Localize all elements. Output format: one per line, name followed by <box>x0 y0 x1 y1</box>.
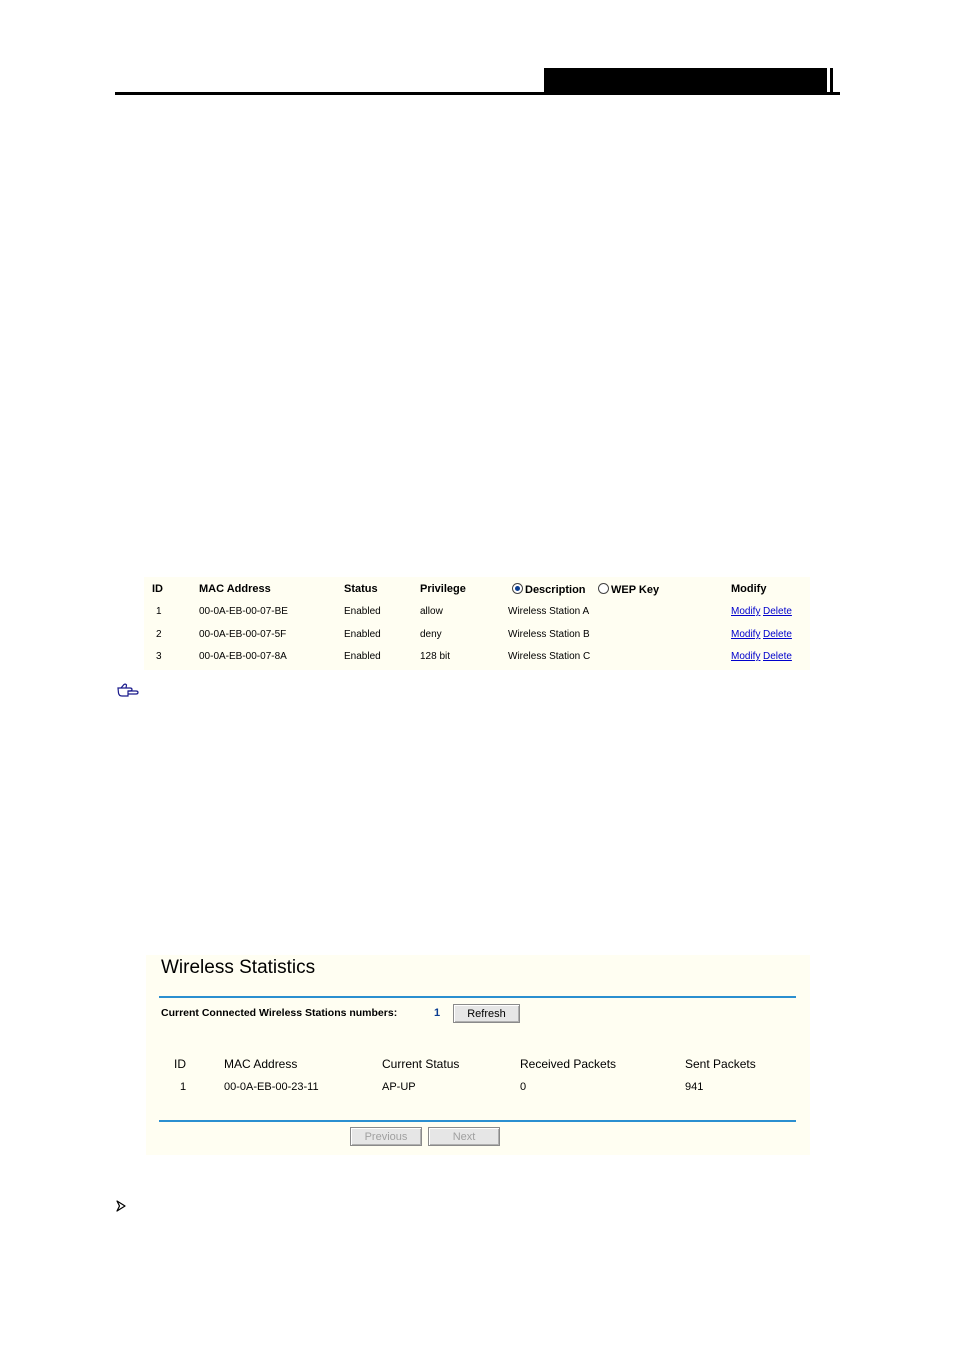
wireless-statistics-panel <box>146 955 810 1155</box>
header-bar-end <box>830 68 833 94</box>
col-current-status-header: Current Status <box>382 1057 460 1071</box>
col-mac-header: MAC Address <box>224 1057 298 1071</box>
description-radio[interactable] <box>512 583 523 594</box>
row-1-modify-link[interactable]: Modify <box>731 606 761 617</box>
stats-row-1-received: 0 <box>520 1081 527 1093</box>
row-2-modify-link[interactable]: Modify <box>731 629 761 640</box>
bullet-arrow-icon <box>116 1200 126 1212</box>
row-1-mac: 00-0A-EB-00-07-BE <box>199 606 288 617</box>
row-2-description: Wireless Station B <box>508 629 590 640</box>
row-1-status: Enabled <box>344 606 381 617</box>
stats-row-1-id: 1 <box>180 1081 187 1093</box>
stats-row-1-mac: 00-0A-EB-00-23-11 <box>224 1081 319 1093</box>
col-privilege-header: Privilege <box>420 583 466 595</box>
row-2-status: Enabled <box>344 629 381 640</box>
row-2-delete-link[interactable]: Delete <box>763 629 792 640</box>
wep-key-radio-label: WEP Key <box>611 584 660 596</box>
header-rule <box>115 92 840 95</box>
bottom-divider <box>159 1120 796 1122</box>
previous-button[interactable]: Previous <box>350 1127 422 1146</box>
col-sent-packets-header: Sent Packets <box>685 1057 756 1071</box>
row-1-delete-link[interactable]: Delete <box>763 606 792 617</box>
header-bar <box>544 68 827 94</box>
wep-key-radio[interactable] <box>598 583 609 594</box>
col-id-header: ID <box>152 583 163 595</box>
row-3-description: Wireless Station C <box>508 651 591 662</box>
refresh-button[interactable]: Refresh <box>453 1004 520 1023</box>
row-2-id: 2 <box>156 629 162 640</box>
station-count-value: 1 <box>434 1007 441 1019</box>
row-1-id: 1 <box>156 606 162 617</box>
row-2-privilege: deny <box>420 629 442 640</box>
row-3-mac: 00-0A-EB-00-07-8A <box>199 651 287 662</box>
col-status-header: Status <box>344 583 378 595</box>
row-3-status: Enabled <box>344 651 381 662</box>
mac-filter-table <box>144 577 810 670</box>
row-3-delete-link[interactable]: Delete <box>763 651 792 662</box>
stats-row-1-sent: 941 <box>685 1081 704 1093</box>
description-radio-option[interactable] <box>512 583 586 596</box>
row-3-id: 3 <box>156 651 162 662</box>
row-2-mac: 00-0A-EB-00-07-5F <box>199 629 287 640</box>
station-count-label: Current Connected Wireless Stations numbers: <box>161 1007 398 1019</box>
col-mac-header: MAC Address <box>199 583 271 595</box>
wep-key-radio-option[interactable] <box>598 583 659 596</box>
row-1-privilege: allow <box>420 606 443 617</box>
row-3-modify-link[interactable]: Modify <box>731 651 761 662</box>
col-id-header: ID <box>174 1057 186 1071</box>
page-title: Wireless Statistics <box>161 957 316 978</box>
top-divider <box>159 996 796 998</box>
col-modify-header: Modify <box>731 583 767 595</box>
col-received-packets-header: Received Packets <box>520 1057 617 1071</box>
row-3-privilege: 128 bit <box>420 651 451 662</box>
next-button[interactable]: Next <box>428 1127 500 1146</box>
pointing-hand-icon <box>117 683 141 697</box>
row-1-description: Wireless Station A <box>508 606 590 617</box>
stats-row-1-status: AP-UP <box>382 1081 416 1093</box>
description-radio-label: Description <box>525 584 586 596</box>
